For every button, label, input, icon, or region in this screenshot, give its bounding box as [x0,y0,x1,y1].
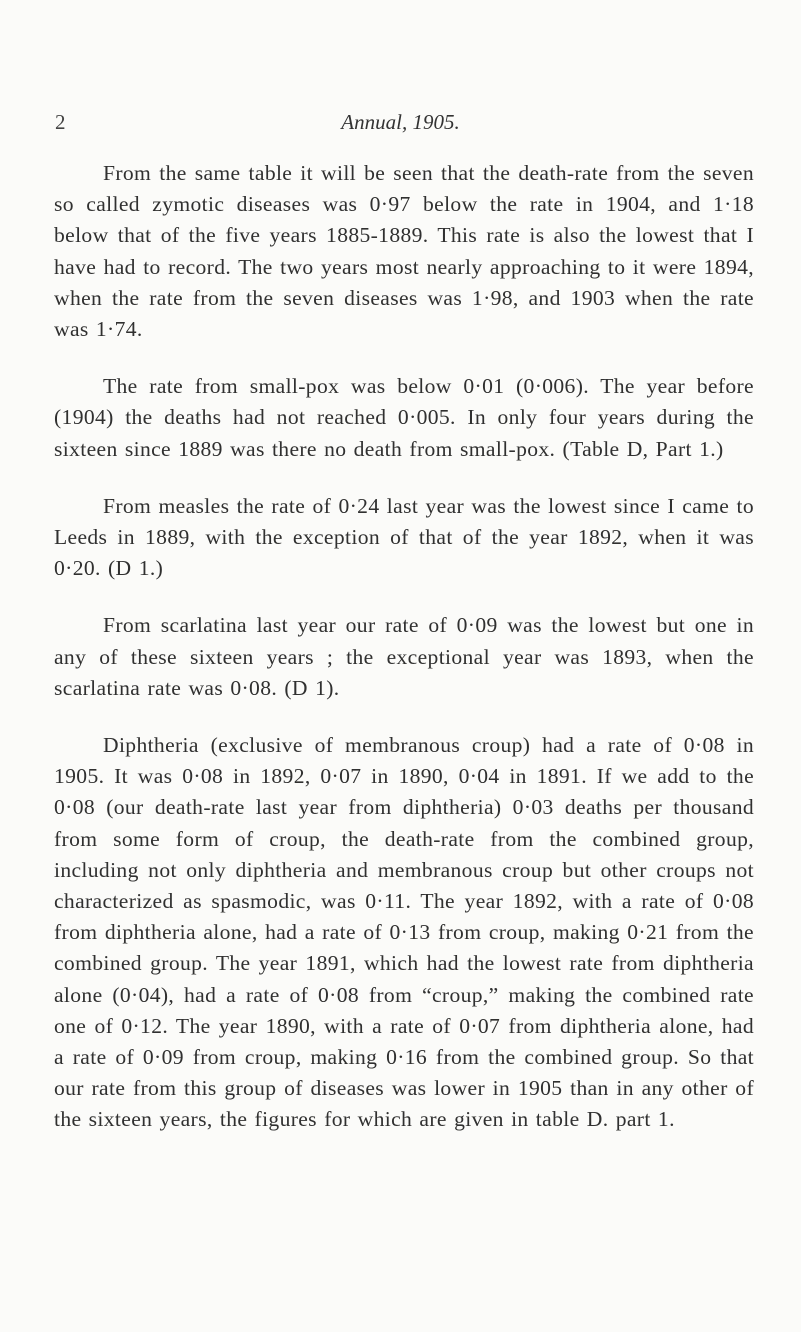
paragraph-scarlatina: From scarlatina last year our rate of 0·09 was the lowest but one in any of these sixteen years ; the exceptional year was 1893, when the scarlatina rate was 0·08. (D 1). [54,613,754,700]
paragraph-zymotic-diseases: From the same table it will be seen that the death-rate from the seven so called zymotic diseases was 0·97 below the rate in 1904, and 1·18 below that of the five years 1885-1889. This rate is also the lowest that I have had to record. The two years most nearly approaching to it were 1894, when the rate from the seven diseases was 1·98, and 1903 when the rate was 1·74. [54,161,754,342]
running-head: Annual, 1905. [341,110,460,134]
page-number: 2 [55,110,66,134]
paragraph-small-pox: The rate from small-pox was below 0·01 (0·006). The year before (1904) the deaths had not reached 0·005. In only four years during the sixteen since 1889 was there no death from small-pox. (Table D, Part 1.) [54,374,754,461]
body-text [54,158,754,1162]
paragraph-measles: From measles the rate of 0·24 last year was the lowest since I came to Leeds in 1889, with the exception of that of the year 1892, when it was 0·20. (D 1.) [54,493,754,581]
paragraph-diphtheria: Diphtheria (exclusive of membranous croup) had a rate of 0·08 in 1905. It was 0·08 in 1892, 0·07 in 1890, 0·04 in 1891. If we add to the 0·08 (our death-rate last year from diphtheria) 0·03 deaths per thousand from some form of croup, the death-rate from the combined group, including not only diphtheria and membranous croup but other croups not characterized as spasmodic, was 0·11. The year 1892, with a rate of 0·08 from diphtheria alone, had a rate of 0·13 from croup, making 0·21 from the combined group. The year 1891, which had the lowest rate from diphtheria alone (0·04), had a rate of 0·08 from “croup,” making the combined rate one of 0·12. The year 1890, with a rate of 0·07 from diphtheria alone, had a rate of 0·09 from croup, making 0·16 from the combined group. So that our rate from this group of diseases was lower in 1905 than in any other of the sixteen years, the figures for which are given in table D. part 1. [54,733,754,1132]
page-header [0,110,801,140]
